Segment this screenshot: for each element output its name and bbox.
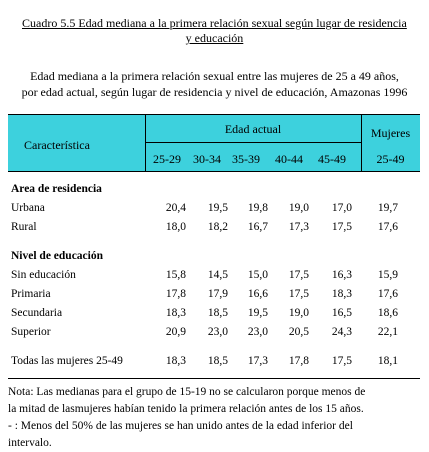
cell-value: 24,3	[331, 326, 352, 338]
row-label: Urbana	[11, 202, 45, 214]
table-subtitle-line1: Edad mediana a la primera relación sexual entre las mujeres de 25 a 49 años,	[30, 69, 399, 83]
cell-value: 23,0	[247, 326, 268, 338]
cell-value: 15,9	[377, 269, 398, 281]
table-bottom-rule	[8, 378, 420, 379]
table-subtitle	[8, 68, 421, 100]
table-title-line2: y educación	[185, 31, 244, 45]
note-line: la mitad de lasmujeres habían tenido la primera relación antes de los 15 años.	[8, 403, 364, 415]
table-title-line1: Cuadro 5.5 Edad mediana a la primera relación sexual según lugar de residencia	[22, 16, 407, 30]
header-age-group: Edad actual	[224, 122, 282, 136]
header-characteristic: Característica	[24, 138, 90, 152]
note-line: - : Menos del 50% de las mujeres se han unido antes de la edad inferior del	[8, 420, 353, 432]
cell-value: 16,7	[247, 221, 268, 233]
cell-value: 19,5	[207, 202, 228, 214]
cell-value: 20,4	[165, 202, 186, 214]
section-title: Nivel de educación	[11, 250, 103, 262]
cell-value: 19,0	[288, 202, 309, 214]
table-header	[8, 114, 420, 172]
table-row	[8, 352, 420, 371]
table-row	[8, 199, 420, 218]
cell-value: 19,8	[247, 202, 268, 214]
cell-value: 18,2	[207, 221, 228, 233]
table-row	[8, 266, 420, 285]
cell-value: 19,7	[377, 202, 398, 214]
cell-value: 16,5	[331, 307, 352, 319]
cell-value: 18,5	[207, 307, 228, 319]
cell-value: 17,6	[377, 221, 398, 233]
table-subtitle-line2: por edad actual, según lugar de residencia y nivel de educación, Amazonas 1996	[21, 85, 408, 99]
cell-value: 18,5	[207, 355, 228, 367]
cell-value: 18,3	[165, 307, 186, 319]
cell-value: 17,5	[331, 221, 352, 233]
header-age-col: 45-49	[318, 152, 346, 166]
cell-value: 17,5	[288, 269, 309, 281]
cell-value: 17,3	[288, 221, 309, 233]
table-title	[22, 16, 407, 46]
cell-value: 16,6	[247, 288, 268, 300]
row-label: Superior	[11, 326, 51, 338]
row-label: Rural	[11, 221, 37, 233]
cell-value: 17,0	[331, 202, 352, 214]
cell-value: 15,8	[165, 269, 186, 281]
table-row	[8, 285, 420, 304]
table-row	[8, 323, 420, 342]
header-age-col: 35-39	[232, 152, 260, 166]
note-line: intervalo.	[8, 437, 52, 449]
cell-value: 20,9	[165, 326, 186, 338]
cell-value: 18,6	[377, 307, 398, 319]
header-age-col: 40-44	[275, 152, 303, 166]
cell-value: 18,0	[165, 221, 186, 233]
cell-value: 16,3	[331, 269, 352, 281]
table-body	[8, 180, 420, 371]
cell-value: 20,5	[288, 326, 309, 338]
cell-value: 14,5	[207, 269, 228, 281]
cell-value: 15,0	[247, 269, 268, 281]
row-label: Primaria	[11, 288, 51, 300]
cell-value: 17,6	[377, 288, 398, 300]
note-line: Nota: Las medianas para el grupo de 15-19 no se calcularon porque menos de	[8, 386, 366, 398]
cell-value: 17,8	[288, 355, 309, 367]
cell-value: 23,0	[207, 326, 228, 338]
cell-value: 19,0	[288, 307, 309, 319]
table-notes	[8, 384, 423, 452]
row-label: Secundaria	[11, 307, 63, 319]
header-subline	[145, 142, 361, 143]
header-age-col: 25-29	[153, 152, 181, 166]
cell-value: 17,5	[331, 355, 352, 367]
cell-value: 17,8	[165, 288, 186, 300]
header-women: Mujeres	[370, 126, 411, 140]
header-age-col: 30-34	[193, 152, 221, 166]
cell-value: 18,3	[331, 288, 352, 300]
section-title: Area de residencia	[11, 183, 102, 195]
row-label: Sin educación	[11, 269, 76, 281]
cell-value: 22,1	[377, 326, 398, 338]
cell-value: 18,3	[165, 355, 186, 367]
section-header	[8, 180, 420, 199]
table-row	[8, 218, 420, 237]
cell-value: 17,5	[288, 288, 309, 300]
section-header	[8, 247, 420, 266]
cell-value: 18,1	[377, 355, 398, 367]
row-label: Todas las mujeres 25-49	[11, 355, 123, 367]
header-women-range: 25-49	[376, 152, 405, 166]
cell-value: 17,3	[247, 355, 268, 367]
cell-value: 19,5	[247, 307, 268, 319]
cell-value: 17,9	[207, 288, 228, 300]
table-row	[8, 304, 420, 323]
